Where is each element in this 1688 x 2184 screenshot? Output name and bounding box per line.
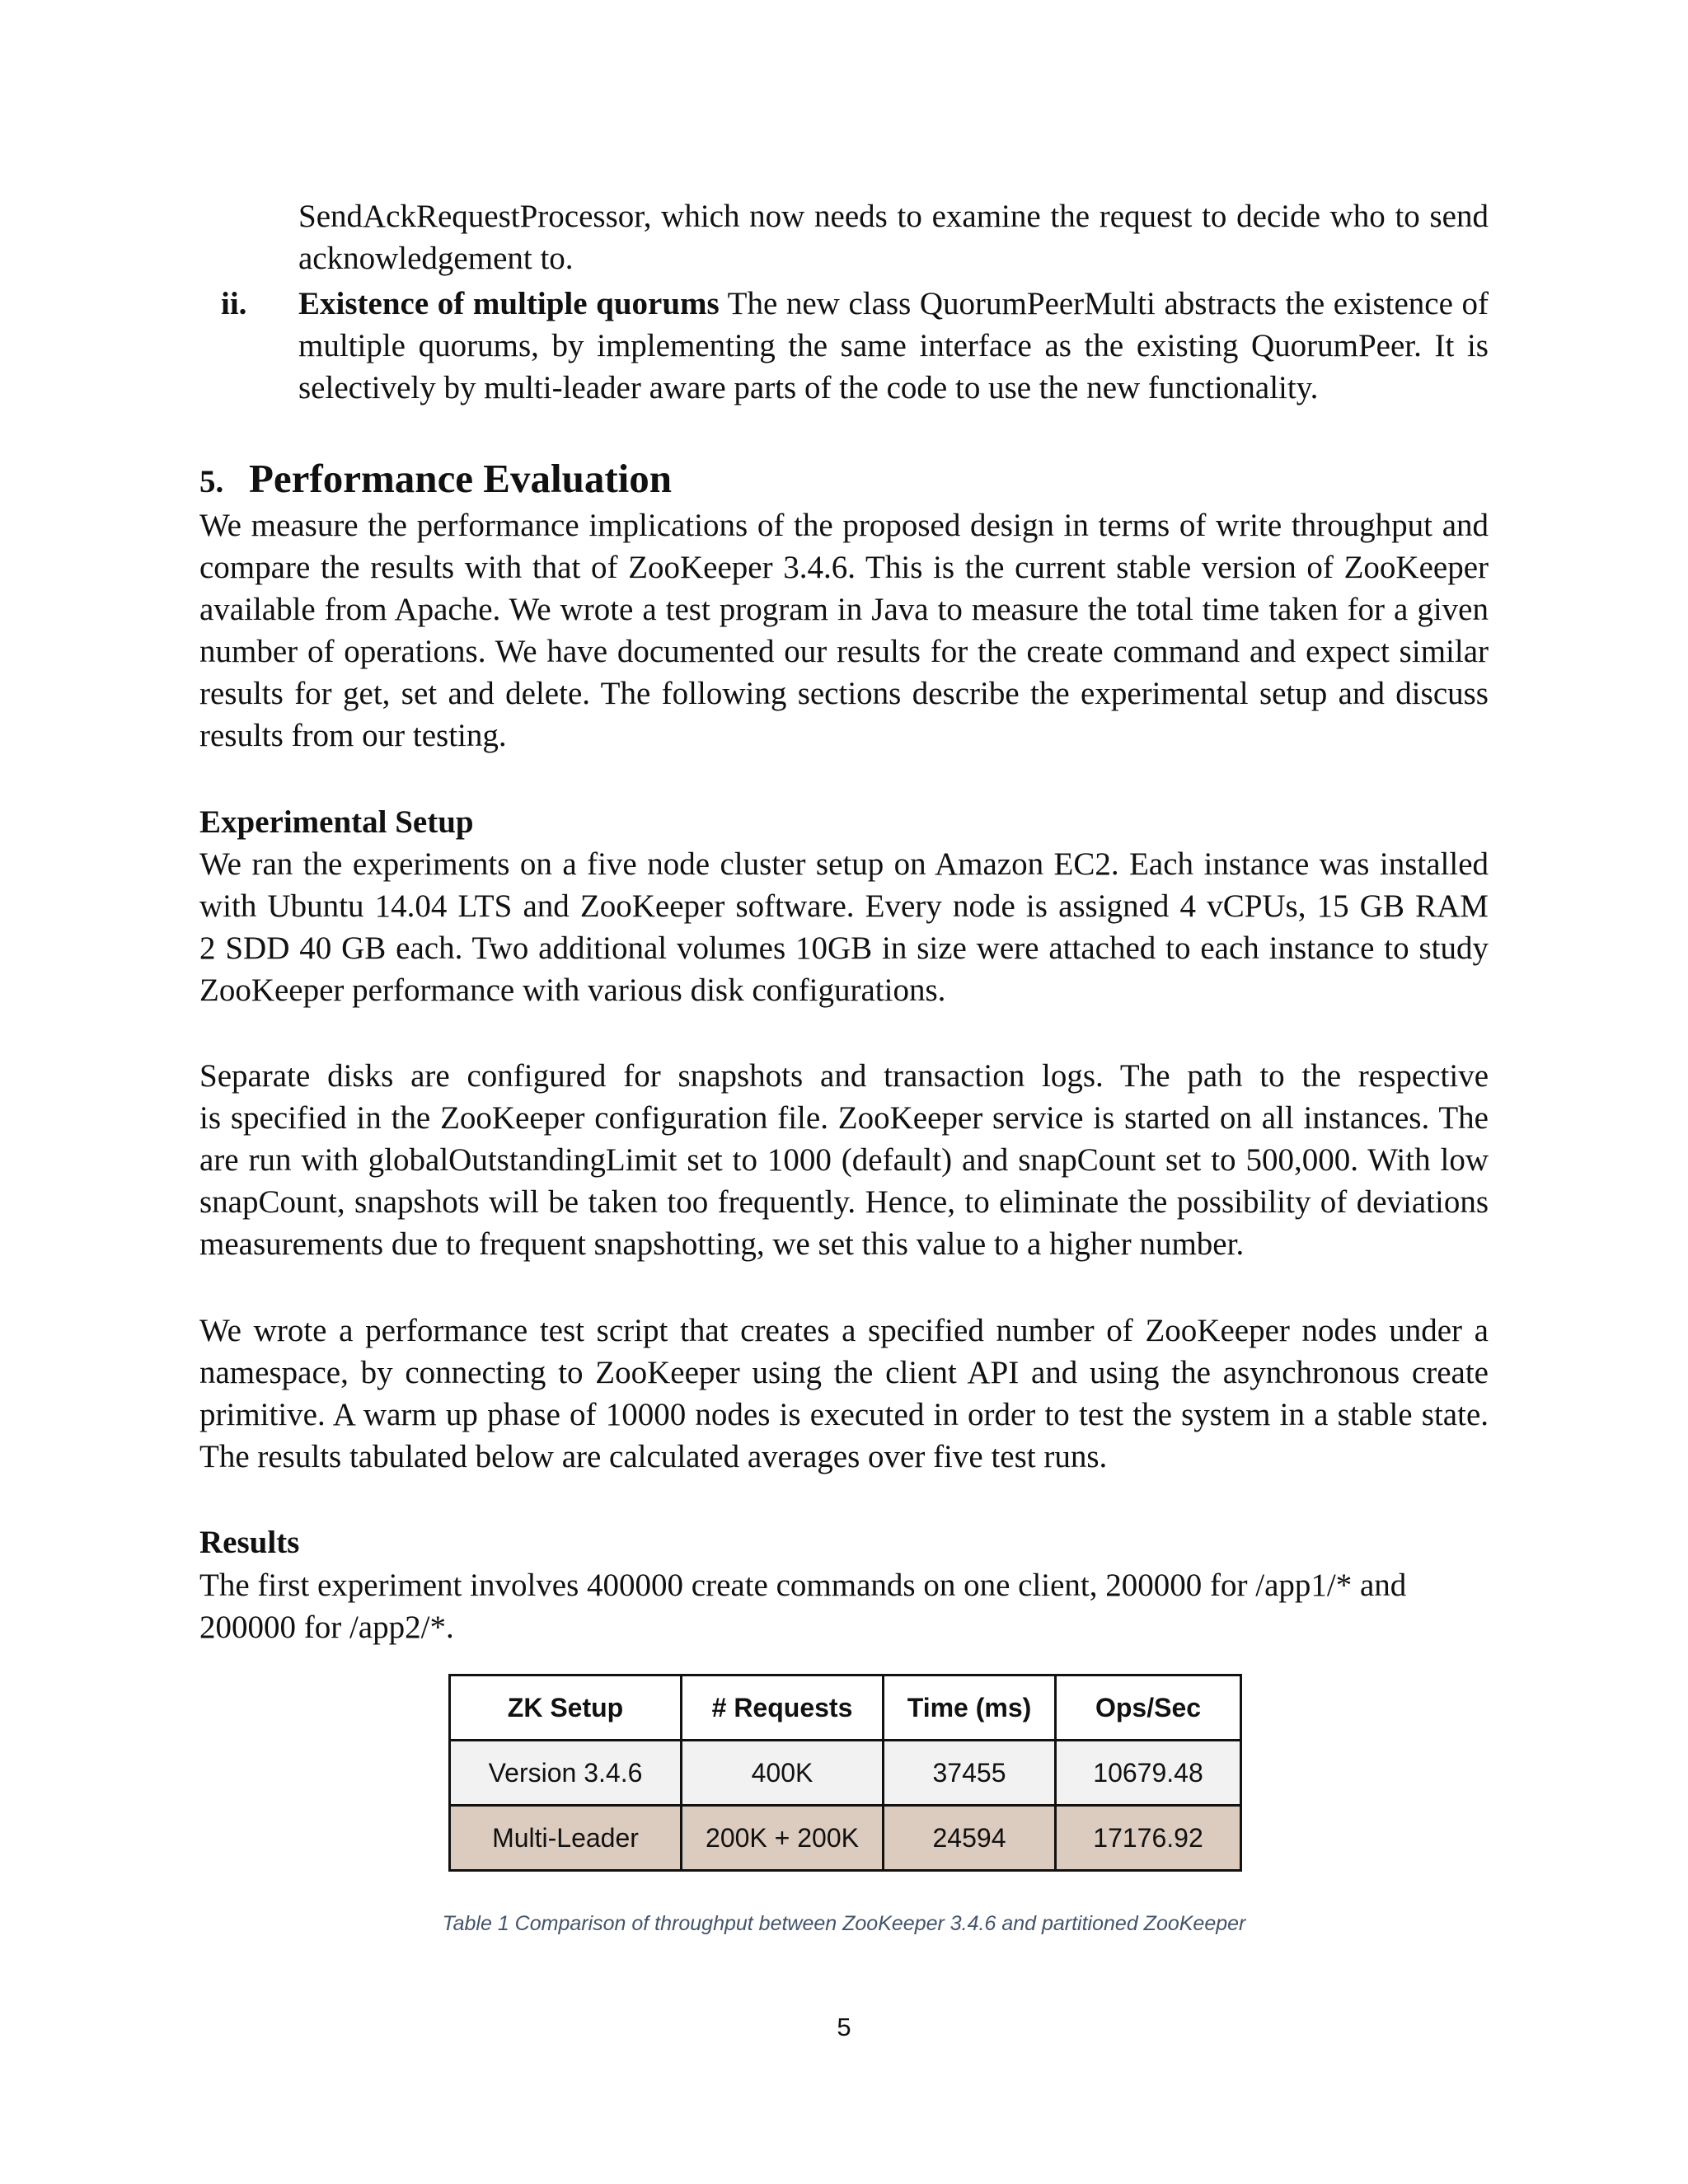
text-line: primitive. A warm up phase of 10000 nodes is executed in order to test the system in a stable state. (199, 1397, 1489, 1432)
table-cell: Version 3.4.6 (450, 1741, 682, 1806)
header-ops-sec: Ops/Sec (1056, 1675, 1241, 1741)
table-cell: 10679.48 (1056, 1741, 1241, 1806)
section-title: Performance Evaluation (249, 456, 673, 501)
text-line: namespace, by connecting to ZooKeeper using the client API and using the asynchronous create (199, 1355, 1489, 1390)
table-caption: Table 1 Comparison of throughput between ZooKeeper 3.4.6 and partitioned ZooKeeper (442, 1912, 1246, 1935)
text-line: We ran the experiments on a five node cluster setup on Amazon EC2. Each instance was installed (199, 846, 1489, 882)
table-cell: 24594 (884, 1806, 1056, 1871)
page-number: 5 (837, 2013, 851, 2041)
results-heading: Results (199, 1525, 300, 1560)
table-header-row (450, 1675, 1241, 1741)
continuation-paragraph (298, 195, 1489, 279)
setup-paragraph-3 (199, 1310, 1489, 1478)
section-heading (199, 452, 672, 509)
table-cell: 400K (682, 1741, 884, 1806)
text-line: SendAckRequestProcessor, which now needs to examine the request to decide who to send (298, 199, 1489, 234)
experimental-setup-heading: Experimental Setup (199, 804, 474, 840)
intro-paragraph (199, 504, 1489, 757)
text-line: acknowledgement to. (298, 241, 574, 276)
text-line: results for get, set and delete. The following sections describe the experimental setup and discuss (199, 676, 1489, 711)
text-line: measurements due to frequent snapshotting, we set this value to a higher number. (199, 1226, 1245, 1262)
list-marker-ii: ii. (221, 286, 247, 321)
list-item-ii (298, 283, 1489, 409)
text-line: are run with globalOutstandingLimit set to 1000 (default) and snapCount set to 500,000. With low (199, 1142, 1489, 1178)
table-cell: 37455 (884, 1741, 1056, 1806)
text-line: The first experiment involves 400000 create commands on one client, 200000 for /app1/* and (199, 1568, 1407, 1603)
list-item-ii-lead: Existence of multiple quorums (298, 286, 720, 321)
header-zk-setup: ZK Setup (450, 1675, 682, 1741)
list-item-ii-text: The new class QuorumPeerMulti abstracts the existence of (719, 286, 1489, 321)
text-line: multiple quorums, by implementing the same interface as the existing QuorumPeer. It is (298, 328, 1489, 363)
text-line: 200000 for /app2/*. (199, 1610, 454, 1645)
table-row (450, 1806, 1241, 1871)
text-line: We wrote a performance test script that creates a specified number of ZooKeeper nodes under a (199, 1313, 1489, 1348)
text-line: Separate disks are configured for snapshots and transaction logs. The path to the respective (199, 1058, 1489, 1094)
text-line: is specified in the ZooKeeper configuration file. ZooKeeper service is started on all instances. The (199, 1100, 1489, 1136)
header-time: Time (ms) (884, 1675, 1056, 1741)
list-item-ii-first-line (298, 283, 1489, 325)
text-line: available from Apache. We wrote a test program in Java to measure the total time taken for a given (199, 592, 1489, 627)
text-line: The results tabulated below are calculated averages over five test runs. (199, 1439, 1108, 1474)
table-cell: 17176.92 (1056, 1806, 1241, 1871)
text-line: ZooKeeper performance with various disk configurations. (199, 972, 946, 1008)
list-item-ii-body (298, 325, 1489, 409)
table-cell: Multi-Leader (450, 1806, 682, 1871)
section-number: 5. (199, 464, 224, 499)
text-line: results from our testing. (199, 718, 507, 753)
table-row (450, 1741, 1241, 1806)
text-line: We measure the performance implications of the proposed design in terms of write throughput and (199, 508, 1489, 543)
results-table (448, 1674, 1242, 1872)
text-line: compare the results with that of ZooKeeper 3.4.6. This is the current stable version of ZooKeeper (199, 550, 1489, 585)
text-line: snapCount, snapshots will be taken too frequently. Hence, to eliminate the possibility of deviations (199, 1184, 1489, 1220)
text-line: with Ubuntu 14.04 LTS and ZooKeeper software. Every node is assigned 4 vCPUs, 15 GB RAM (199, 888, 1489, 924)
header-requests: # Requests (682, 1675, 884, 1741)
setup-paragraph-1 (199, 843, 1489, 1011)
text-line: selectively by multi-leader aware parts of the code to use the new functionality. (298, 370, 1319, 405)
text-line: number of operations. We have documented our results for the create command and expect similar (199, 634, 1489, 669)
text-line: 2 SDD 40 GB each. Two additional volumes 10GB in size were attached to each instance to study (199, 930, 1489, 966)
setup-paragraph-2 (199, 1055, 1489, 1265)
table-cell: 200K + 200K (682, 1806, 884, 1871)
results-paragraph (199, 1564, 1489, 1648)
